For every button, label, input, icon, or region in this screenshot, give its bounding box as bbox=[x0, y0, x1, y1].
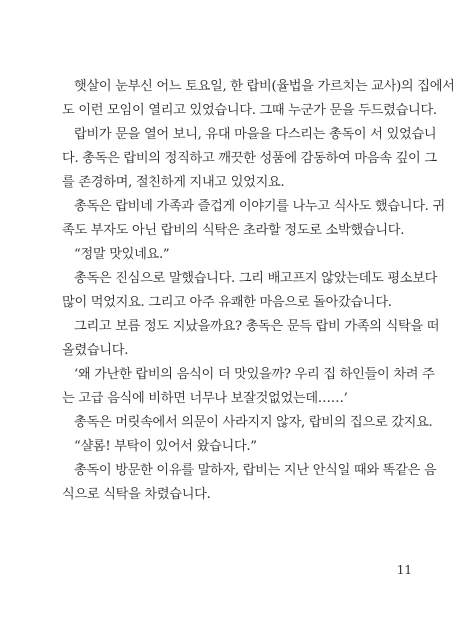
text-line: 식으로 식탁을 차렸습니다. bbox=[62, 487, 211, 502]
text-line: 랍비가 문을 열어 보니, 유대 마을을 다스리는 총독이 서 있었습니 bbox=[74, 127, 437, 142]
text-line: 다. 총독은 랍비의 정직하고 깨끗한 성품에 감동하여 마음속 깊이 그 bbox=[62, 151, 437, 166]
text-line: “정말 맛있네요.” bbox=[74, 247, 170, 262]
text-line: 햇살이 눈부신 어느 토요일, 한 랍비(율법을 가르치는 교사)의 집에서 bbox=[74, 79, 455, 94]
text-line: 를 존경하며, 절친하게 지내고 있었지요. bbox=[62, 175, 285, 190]
text-line: 총독이 방문한 이유를 말하자, 랍비는 지난 안식일 때와 똑같은 음 bbox=[74, 463, 437, 478]
body-text bbox=[62, 75, 455, 507]
text-line: 올렸습니다. bbox=[62, 343, 129, 358]
text-line: “샬롬! 부탁이 있어서 왔습니다.” bbox=[74, 439, 257, 454]
text-line: 는 고급 음식에 비하면 너무나 보잘것없었는데……’ bbox=[62, 391, 348, 406]
text-line: 족도 부자도 아닌 랍비의 식탁은 초라할 정도로 소박했습니다. bbox=[62, 223, 405, 238]
text-line: 그리고 보름 정도 지났을까요? 총독은 문득 랍비 가족의 식탁을 떠 bbox=[74, 319, 440, 334]
text-line: 많이 먹었지요. 그리고 아주 유쾌한 마음으로 돌아갔습니다. bbox=[62, 295, 392, 310]
text-line: 총독은 랍비네 가족과 즐겁게 이야기를 나누고 식사도 했습니다. 귀 bbox=[74, 199, 445, 214]
page-number: 11 bbox=[396, 563, 412, 577]
text-line: 총독은 머릿속에서 의문이 사라지지 않자, 랍비의 집으로 갔지요. bbox=[74, 415, 433, 430]
text-line: 총독은 진심으로 말했습니다. 그리 배고프지 않았는데도 평소보다 bbox=[74, 271, 438, 286]
text-line: 도 이런 모임이 열리고 있었습니다. 그때 누군가 문을 두드렸습니다. bbox=[62, 103, 437, 118]
text-line: ‘왜 가난한 랍비의 음식이 더 맛있을까? 우리 집 하인들이 차려 주 bbox=[74, 367, 435, 382]
